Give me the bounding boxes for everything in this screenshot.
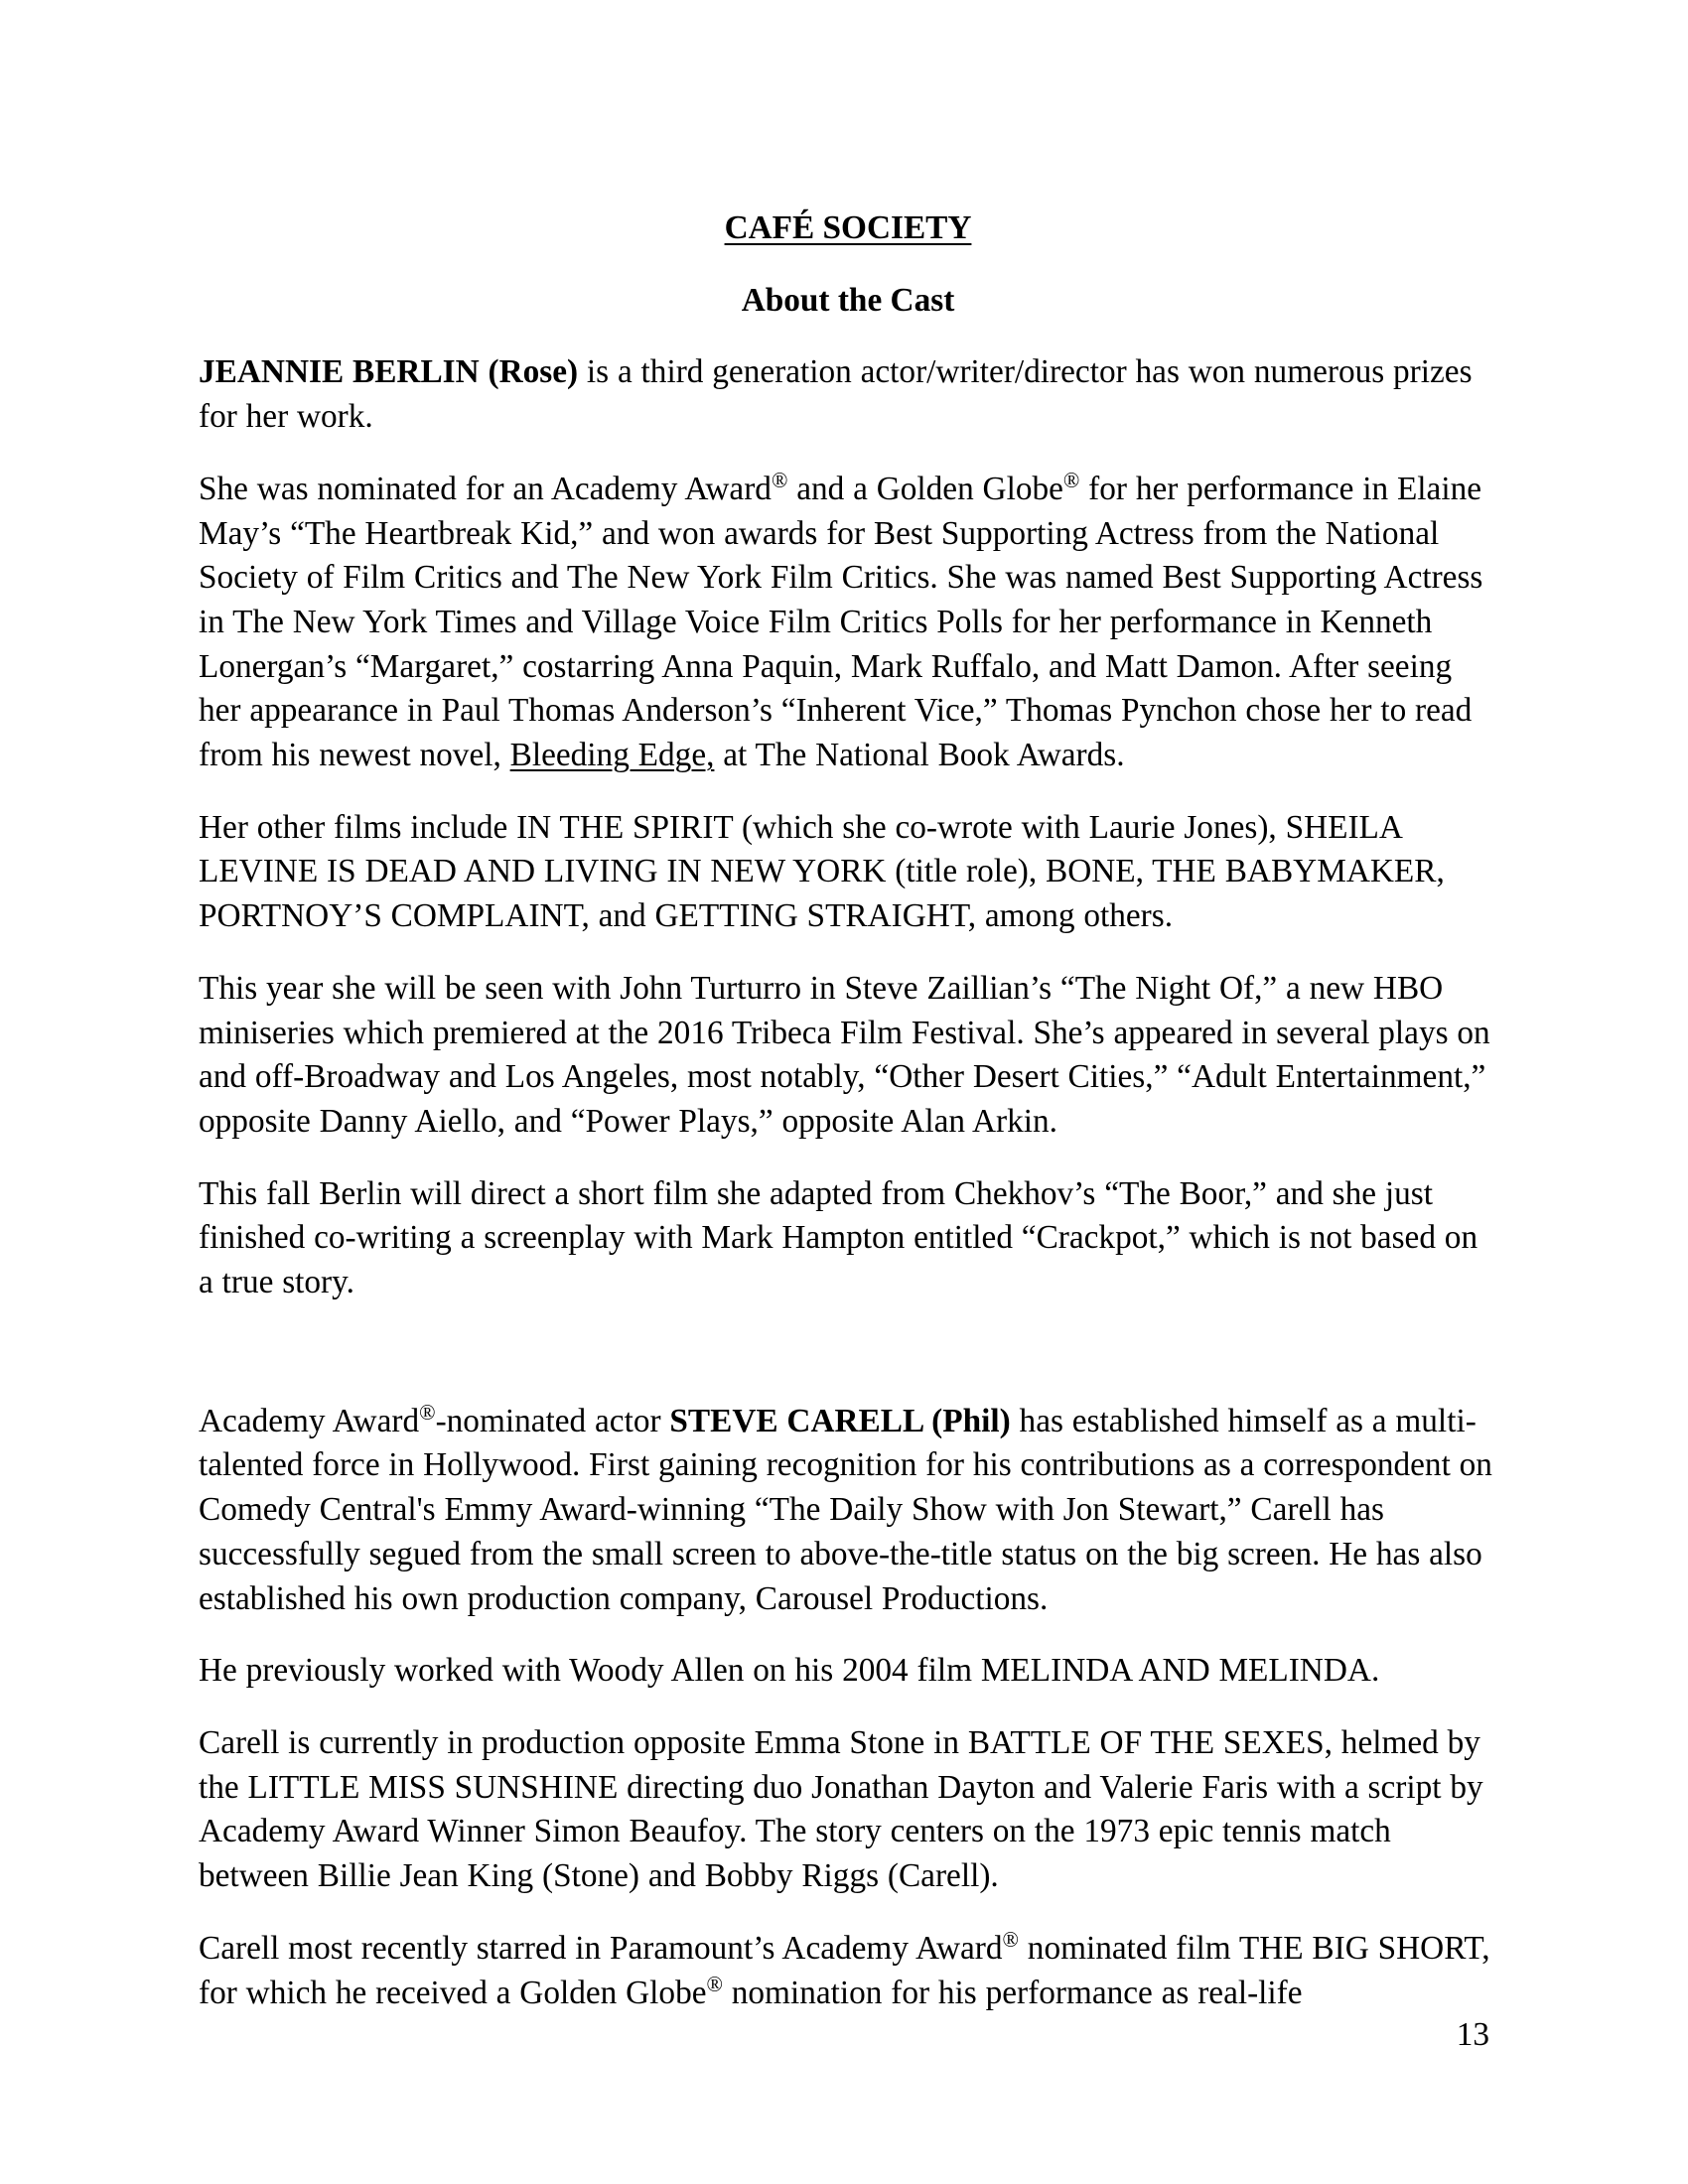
page-subtitle: About the Cast xyxy=(741,281,955,319)
text-segment: at The National Book Awards. xyxy=(714,737,1125,774)
text-segment: This fall Berlin will direct a short film she adapted from Chekhov’s “The Boor,” and she just finished co-writing a screenplay with Mark Hampton entitled “Crackpot,” which is not based on a true story. xyxy=(199,1174,1478,1301)
document-content xyxy=(199,206,1497,2043)
text-segment: Bleeding Edge, xyxy=(509,737,715,774)
registered-mark: ® xyxy=(771,468,788,492)
registered-mark: ® xyxy=(1062,468,1080,492)
paragraph xyxy=(199,1721,1497,1899)
text-segment: has established himself as a multi-talented force in Hollywood. First gaining recognition for his contributions as a correspondent on Comedy Central's Emmy Award-winning “The Daily Show with Jon Stewart,” Carell has successfully segued from the small screen to above-the-title status on the big screen. He has also established his own production company, Carousel Productions. xyxy=(199,1402,1492,1617)
paragraph xyxy=(199,468,1497,778)
registered-mark: ® xyxy=(419,1400,436,1425)
page-title-text: CAFÉ SOCIETY xyxy=(724,209,972,246)
text-segment: Carell most recently starred in Paramount’s Academy Award xyxy=(199,1929,1003,1967)
text-segment: JEANNIE BERLIN (Rose) xyxy=(199,353,579,391)
paragraph xyxy=(199,1927,1497,2015)
text-segment: and a Golden Globe xyxy=(787,470,1063,507)
paragraph xyxy=(199,806,1497,939)
text-segment: This year she will be seen with John Turturro in Steve Zaillian’s “The Night Of,” a new HBO miniseries which premiered at the 2016 Tribeca Film Festival. She’s appeared in several plays on and off-Broadway and Los Angeles, most notably, “Other Desert Cities,” “Adult Entertainment,” opposite Danny Aiello, and “Power Plays,” opposite Alan Arkin. xyxy=(199,969,1490,1140)
text-segment: Carell is currently in production opposite Emma Stone in BATTLE OF THE SEXES, helmed by the LITTLE MISS SUNSHINE directing duo Jonathan Dayton and Valerie Faris with a script by Academy Award Winner Simon Beaufoy. The story centers on the 1973 epic tennis match between Billie Jean King (Stone) and Bobby Riggs (Carell). xyxy=(199,1723,1483,1895)
page-number: 13 xyxy=(1456,2016,1489,2053)
text-segment: He previously worked with Woody Allen on his 2004 film MELINDA AND MELINDA. xyxy=(199,1652,1380,1690)
text-segment: nominated film THE BIG SHORT, for which he received a Golden Globe xyxy=(199,1929,1490,2011)
text-segment: nomination for his performance as real-life xyxy=(722,1974,1303,2011)
text-segment: STEVE CARELL (Phil) xyxy=(669,1402,1011,1439)
text-segment: for her performance in Elaine May’s “The Heartbreak Kid,” and won awards for Best Supporting Actress from the National Society of Film Critics and The New York Film Critics. She was named Best Supporting Actress in The New York Times and Village Voice Film Critics Polls for her performance in Kenneth Lonergan’s “Margaret,” costarring Anna Paquin, Mark Ruffalo, and Matt Damon. After seeing her appearance in Paul Thomas Anderson’s “Inherent Vice,” Thomas Pynchon chose her to read from his newest novel, xyxy=(199,470,1483,774)
registered-mark: ® xyxy=(706,1972,723,1996)
document-paragraphs xyxy=(199,350,1497,2015)
paragraph xyxy=(199,1172,1497,1305)
paragraph xyxy=(199,967,1497,1145)
paragraph xyxy=(199,1649,1497,1694)
text-segment: Academy Award xyxy=(199,1402,420,1439)
text-segment: -nominated actor xyxy=(435,1402,670,1439)
text-segment: is a third generation actor/writer/director has won numerous prizes for her work. xyxy=(199,353,1473,436)
page-title xyxy=(199,206,1497,251)
text-segment: She was nominated for an Academy Award xyxy=(199,470,772,507)
paragraph xyxy=(199,1400,1497,1622)
text-segment: Her other films include IN THE SPIRIT (which she co-wrote with Laurie Jones), SHEILA LEVINE IS DEAD AND LIVING IN NEW YORK (title role), BONE, THE BABYMAKER, PORTNOY’S COMPLAINT, and GETTING STRAIGHT, among others. xyxy=(199,808,1445,935)
paragraph xyxy=(199,350,1497,439)
registered-mark: ® xyxy=(1002,1927,1019,1952)
